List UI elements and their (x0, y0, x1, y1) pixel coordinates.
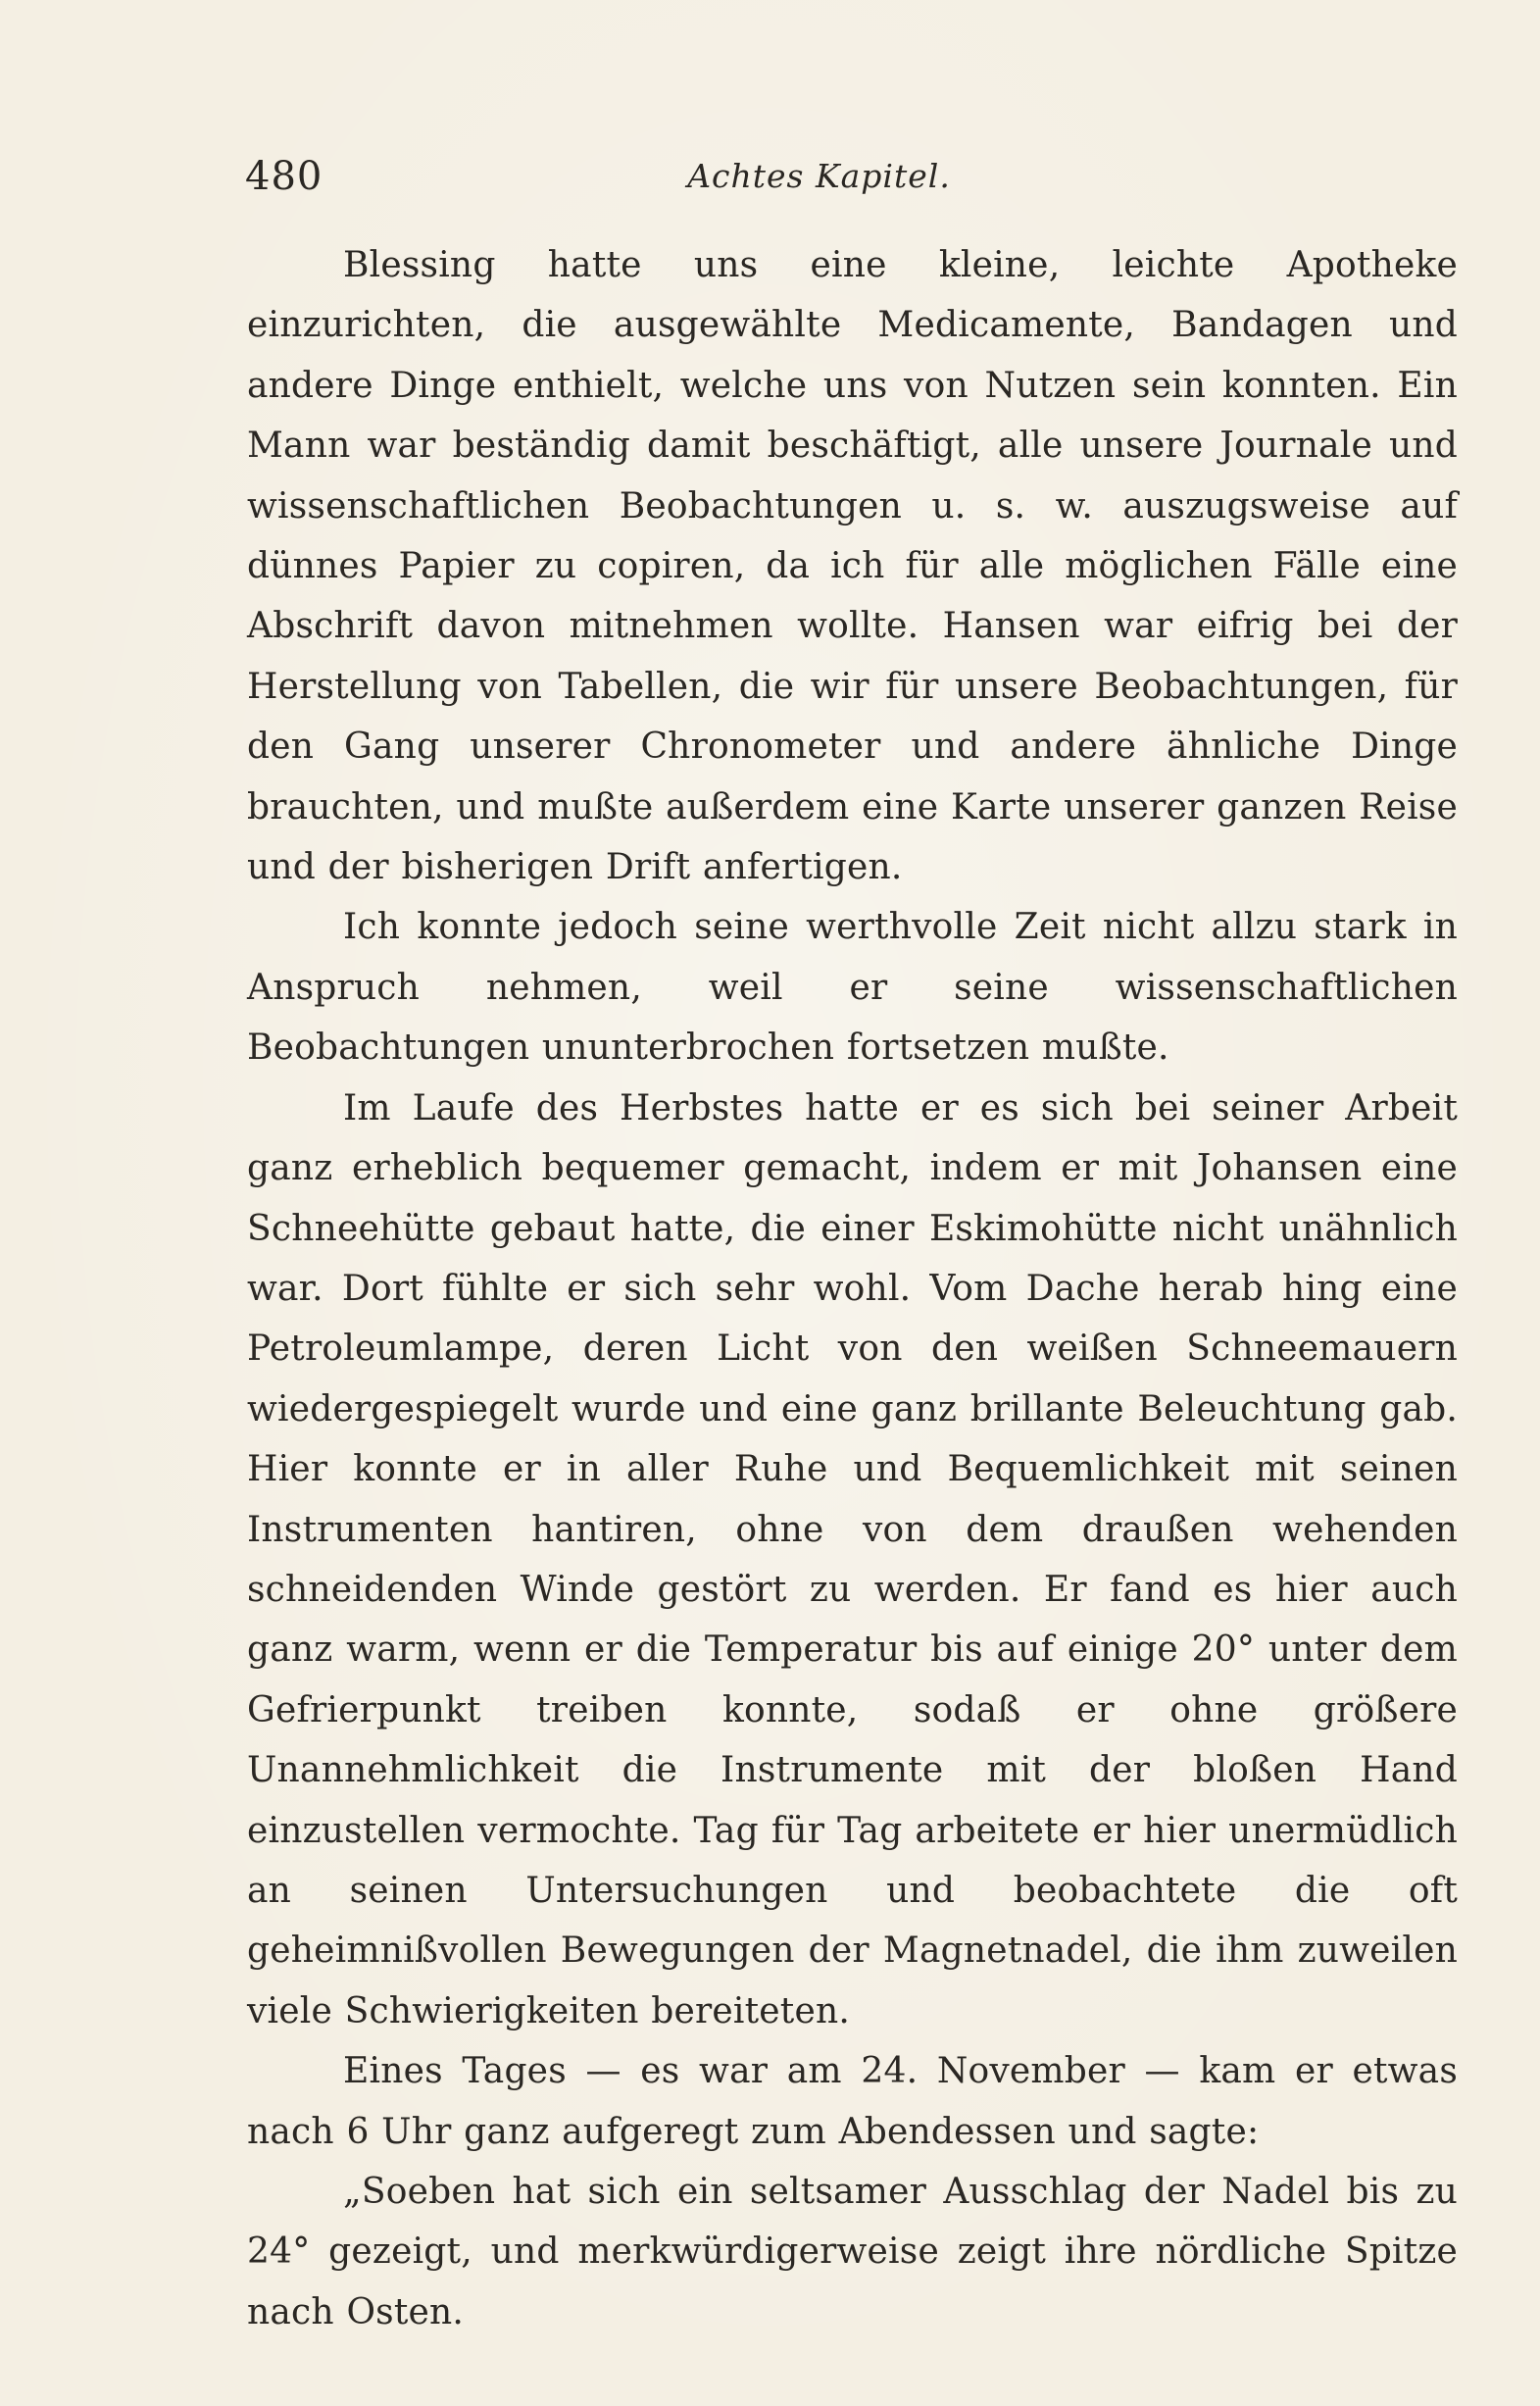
page-header (245, 147, 1393, 206)
paragraph: Eines Tages — es war am 24. November — kam er etwas nach 6 Uhr ganz aufgeregt zum Abendessen und sagte: (247, 2051, 1458, 2152)
paragraph: Ich konnte jedoch seine werthvolle Zeit nicht allzu stark in Anspruch nehmen, weil er seine wissenschaftlichen Beobachtungen ununterbrochen fortsetzen mußte. (247, 907, 1458, 1069)
body-text (247, 235, 1458, 2342)
paragraph: Im Laufe des Herbstes hatte er es sich bei seiner Arbeit ganz erheblich bequemer gemacht, indem er mit Johansen eine Schneehütte gebaut hatte, die einer Eskimohütte nicht unähnlich war. Dort fühlte er sich sehr wohl. Vom Dache herab hing eine Petroleumlampe, deren Licht von den weißen Schneemauern wiedergespiegelt wurde und eine ganz brillante Beleuchtung gab. Hier konnte er in aller Ruhe und Bequemlichkeit mit seinen Instrumenten hantiren, ohne von dem draußen wehenden schneidenden Winde gestört zu werden. Er fand es hier auch ganz warm, wenn er die Temperatur bis auf einige 20° unter dem Gefrierpunkt treiben konnte, sodaß er ohne größere Unannehmlichkeit die Instrumente mit der bloßen Hand einzustellen vermochte. Tag für Tag arbeitete er hier unermüdlich an seinen Untersuchungen und beobachtete die oft geheimnißvollen Bewegungen der Magnetnadel, die ihm zuweilen viele Schwierigkeiten bereiteten. (247, 1087, 1458, 2031)
running-head: Achtes Kapitel. (687, 157, 951, 195)
page-number: 480 (245, 154, 323, 199)
paragraph: „Soeben hat sich ein seltsamer Ausschlag der Nadel bis zu 24° gezeigt, und merkwürdigerweise zeigt ihre nördliche Spitze nach Osten. (247, 2172, 1458, 2332)
paragraph: Blessing hatte uns eine kleine, leichte Apotheke einzurichten, die ausgewählte Medicamente, Bandagen und andere Dinge enthielt, welche uns von Nutzen sein konnten. Ein Mann war beständig damit beschäftigt, alle unsere Journale und wissenschaftlichen Beobachtungen u. s. w. auszugsweise auf dünnes Papier zu copiren, da ich für alle möglichen Fälle eine Abschrift davon mitnehmen wollte. Hansen war eifrig bei der Herstellung von Tabellen, die wir für unsere Beobachtungen, für den Gang unserer Chronometer und andere ähnliche Dinge brauchten, und mußte außerdem eine Karte unserer ganzen Reise und der bisherigen Drift anfertigen. (247, 245, 1458, 888)
